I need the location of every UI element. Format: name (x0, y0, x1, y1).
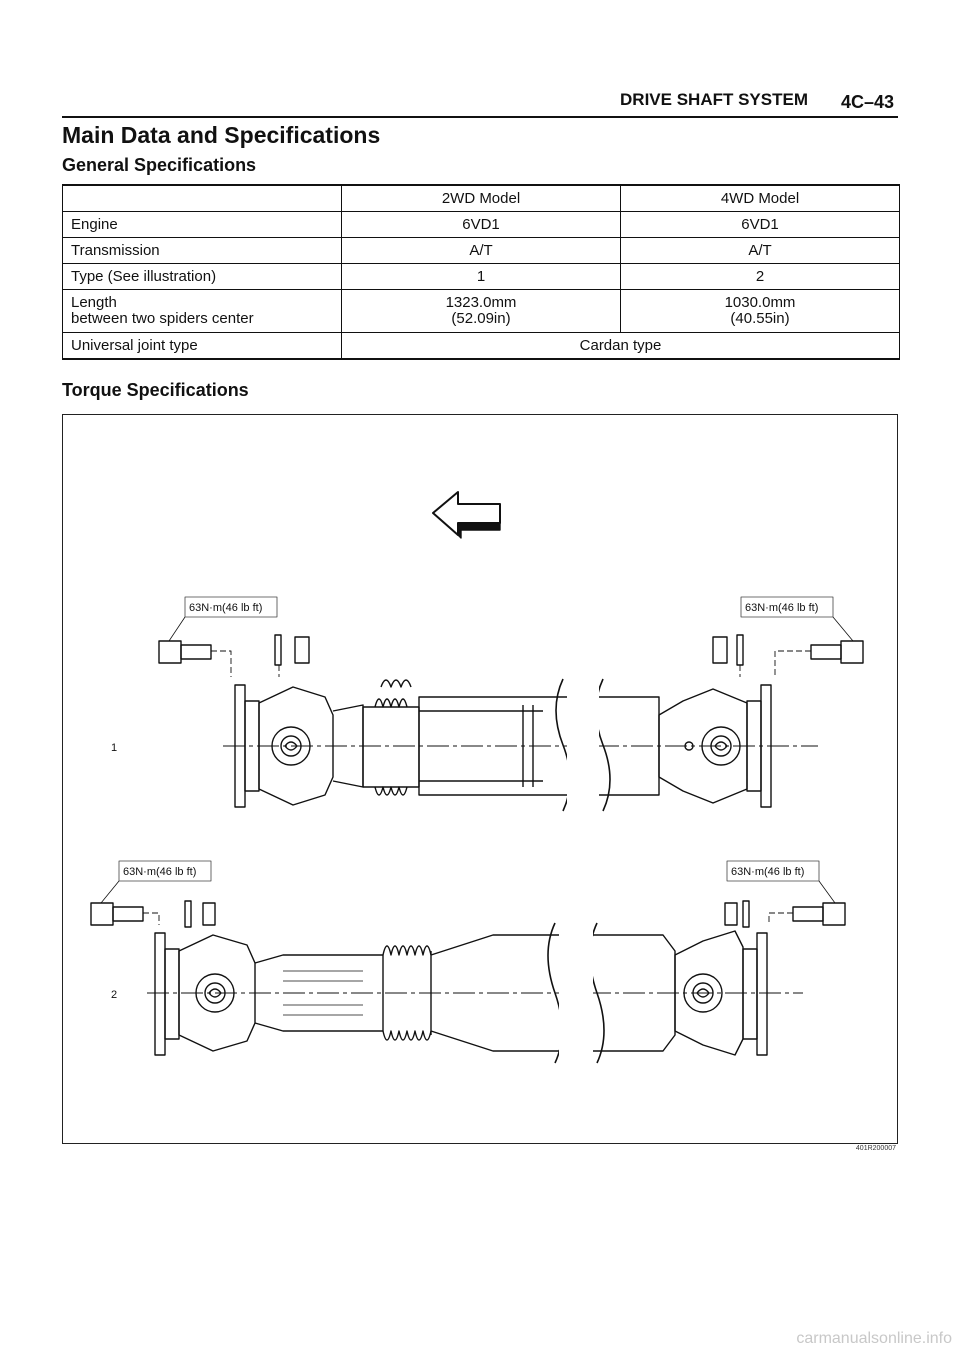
header-4wd: 4WD Model (621, 185, 900, 212)
cell-4wd: A/T (621, 238, 900, 264)
cell-merged: Cardan type (342, 333, 900, 360)
nut-icon (295, 637, 309, 663)
row-label (63, 290, 342, 333)
table-row (63, 333, 900, 360)
torque-callout-top-right (741, 597, 853, 641)
general-specifications-heading: General Specifications (62, 155, 257, 175)
drive-shaft-drawing (63, 415, 897, 1143)
bolt-icon (811, 641, 863, 663)
table-row (63, 212, 900, 238)
torque-label-bottom-right: 63N·m(46 lb ft) (731, 866, 805, 878)
table-header-row (63, 185, 900, 212)
page-header (62, 84, 898, 118)
nut-icon (203, 903, 215, 925)
value-mm: 1323.0mm (445, 294, 517, 311)
cell-4wd: 2 (621, 264, 900, 290)
left-arrow-icon (433, 492, 500, 538)
table-row (63, 264, 900, 290)
nut-icon (713, 637, 727, 663)
shaft-type-2 (147, 923, 803, 1063)
row-label: Transmission (63, 238, 342, 264)
value-in: (40.55in) (730, 310, 790, 327)
cell-2wd: 6VD1 (342, 212, 621, 238)
type-1-label: 1 (111, 742, 118, 754)
section-title: DRIVE SHAFT SYSTEM (620, 90, 808, 109)
cell-2wd: 1 (342, 264, 621, 290)
table-row (63, 290, 900, 333)
type-2-label: 2 (111, 989, 118, 1001)
row-label: Universal joint type (63, 333, 342, 360)
nut-icon (725, 903, 737, 925)
washer-icon (743, 901, 749, 927)
cell-2wd (342, 290, 621, 333)
value-mm: 1030.0mm (724, 294, 796, 311)
label-line-2: between two spiders center (71, 310, 254, 327)
label-line-1: Length (71, 294, 117, 311)
header-empty (63, 185, 342, 212)
cell-2wd: A/T (342, 238, 621, 264)
bolt-icon (793, 903, 845, 925)
washer-icon (185, 901, 191, 927)
bolt-icon (159, 641, 211, 663)
torque-label-top-right: 63N·m(46 lb ft) (745, 602, 819, 614)
washer-icon (737, 635, 743, 665)
bolt-icon (91, 903, 143, 925)
page-title: Main Data and Specifications (62, 122, 381, 148)
row-label: Engine (63, 212, 342, 238)
value-in: (52.09in) (451, 310, 511, 327)
watermark: carmanualsonline.info (796, 1330, 952, 1347)
cell-4wd (621, 290, 900, 333)
drive-shaft-illustration (62, 414, 898, 1144)
page-number: 4C–43 (840, 92, 894, 112)
torque-callout-top-left (169, 597, 277, 641)
torque-callout-bottom-right (727, 861, 835, 903)
torque-label-bottom-left: 63N·m(46 lb ft) (123, 866, 197, 878)
torque-callout-bottom-left (101, 861, 211, 903)
torque-label-top-left: 63N·m(46 lb ft) (189, 602, 263, 614)
washer-icon (275, 635, 281, 665)
figure-code: 401R200007 (855, 1145, 896, 1152)
row-label: Type (See illustration) (63, 264, 342, 290)
cell-4wd: 6VD1 (621, 212, 900, 238)
torque-specifications-heading: Torque Specifications (62, 380, 249, 400)
header-2wd: 2WD Model (342, 185, 621, 212)
table-row (63, 238, 900, 264)
general-specifications-table (62, 184, 900, 360)
shaft-type-1 (223, 679, 818, 811)
